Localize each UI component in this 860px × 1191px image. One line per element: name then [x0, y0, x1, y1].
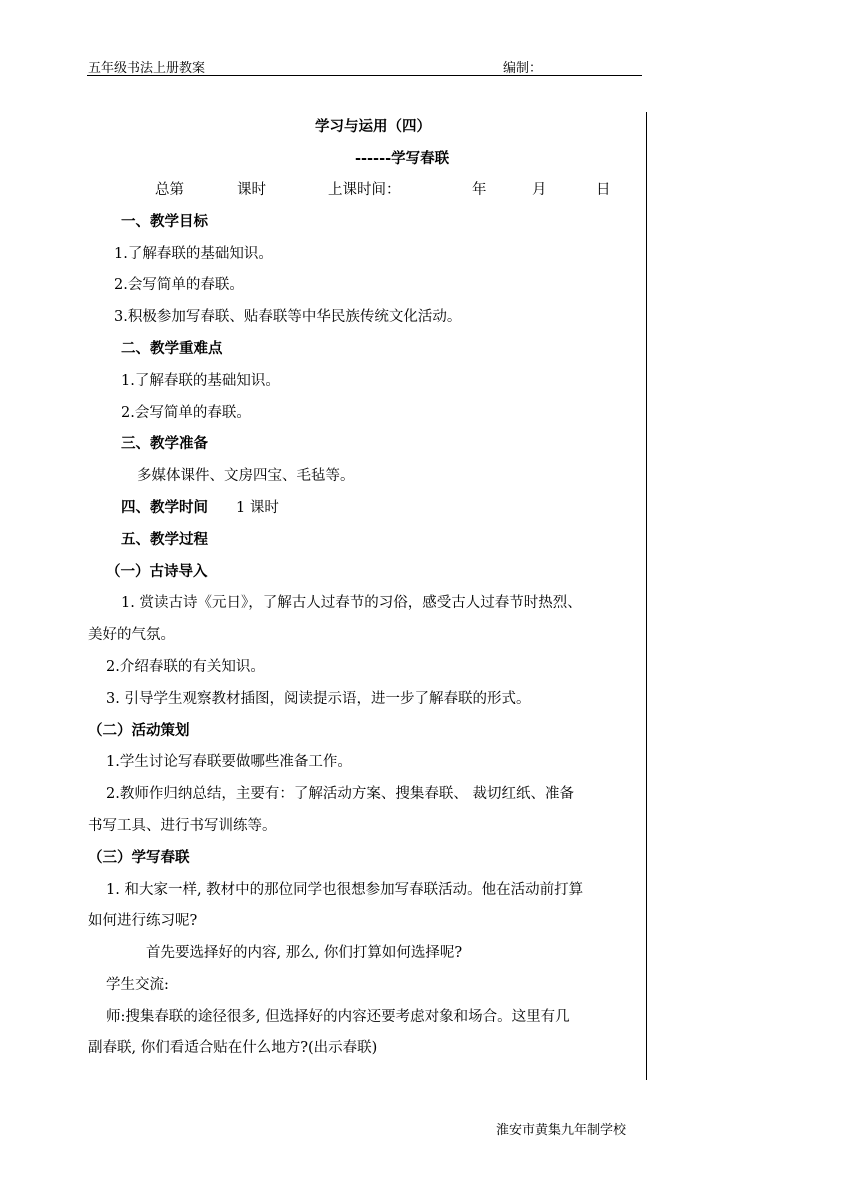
keypoint-item: 2.会写简单的春联。	[121, 405, 251, 421]
process-paragraph: 如何进行练习呢?	[88, 913, 198, 929]
process-paragraph: 1.学生讨论写春联要做哪些准备工作。	[106, 754, 352, 770]
process-paragraph: 首先要选择好的内容, 那么, 你们打算如何选择呢?	[146, 945, 463, 961]
right-margin-rule	[646, 112, 647, 1080]
process-paragraph: 书写工具、进行书写训练等。	[88, 818, 277, 834]
process-paragraph: 1. 和大家一样, 教材中的那位同学也很想参加写春联活动。他在活动前打算	[106, 882, 584, 898]
page-title: 学习与运用（四）	[315, 118, 431, 135]
preparation-text: 多媒体课件、文房四宝、毛毡等。	[137, 468, 355, 484]
process-paragraph: 3. 引导学生观察教材插图，阅读提示语，进一步了解春联的形式。	[106, 691, 531, 707]
class-month-label: 月	[532, 182, 547, 198]
class-total-label: 总第	[155, 182, 184, 198]
objective-item: 1.了解春联的基础知识。	[114, 246, 273, 262]
page-subtitle: ------学写春联	[355, 150, 450, 167]
process-paragraph: 2.介绍春联的有关知识。	[106, 659, 265, 675]
section-heading-preparation: 三、教学准备	[121, 435, 208, 452]
class-time-label: 上课时间：	[328, 182, 401, 198]
process-paragraph: 美好的气氛。	[88, 627, 175, 643]
keypoint-item: 1.了解春联的基础知识。	[121, 373, 280, 389]
objective-item: 2.会写简单的春联。	[114, 277, 244, 293]
class-year-label: 年	[472, 182, 487, 198]
class-day-label: 日	[596, 182, 611, 198]
process-paragraph: 师:搜集春联的途径很多, 但选择好的内容还要考虑对象和场合。这里有几	[106, 1009, 570, 1025]
time-text: 1 课时	[236, 500, 279, 516]
process-paragraph: 副春联, 你们看适合贴在什么地方?(出示春联)	[88, 1040, 378, 1056]
process-heading-planning: （二）活动策划	[88, 722, 190, 739]
process-paragraph: 1. 赏读古诗《元日》，了解古人过春节的习俗，感受古人过春节时热烈、	[121, 595, 582, 611]
section-heading-objectives: 一、教学目标	[121, 213, 208, 230]
process-heading-poem: （一）古诗导入	[106, 563, 208, 580]
process-paragraph: 2.教师作归纳总结，主要有：了解活动方案、搜集春联、 裁切红纸、准备	[106, 786, 574, 802]
header-right: 编制：	[503, 61, 543, 76]
class-period-label: 课时	[237, 182, 266, 198]
header-rule	[87, 75, 642, 76]
section-heading-keypoints: 二、教学重难点	[121, 340, 223, 357]
section-heading-process: 五、教学过程	[121, 531, 208, 548]
objective-item: 3.积极参加写春联、贴春联等中华民族传统文化活动。	[114, 309, 462, 325]
footer-school: 淮安市黄集九年制学校	[496, 1123, 627, 1138]
process-paragraph: 学生交流:	[106, 977, 169, 993]
header-left: 五年级书法上册教案	[88, 61, 206, 76]
section-heading-time: 四、教学时间	[121, 499, 208, 516]
process-heading-writing: （三）学写春联	[88, 849, 190, 866]
